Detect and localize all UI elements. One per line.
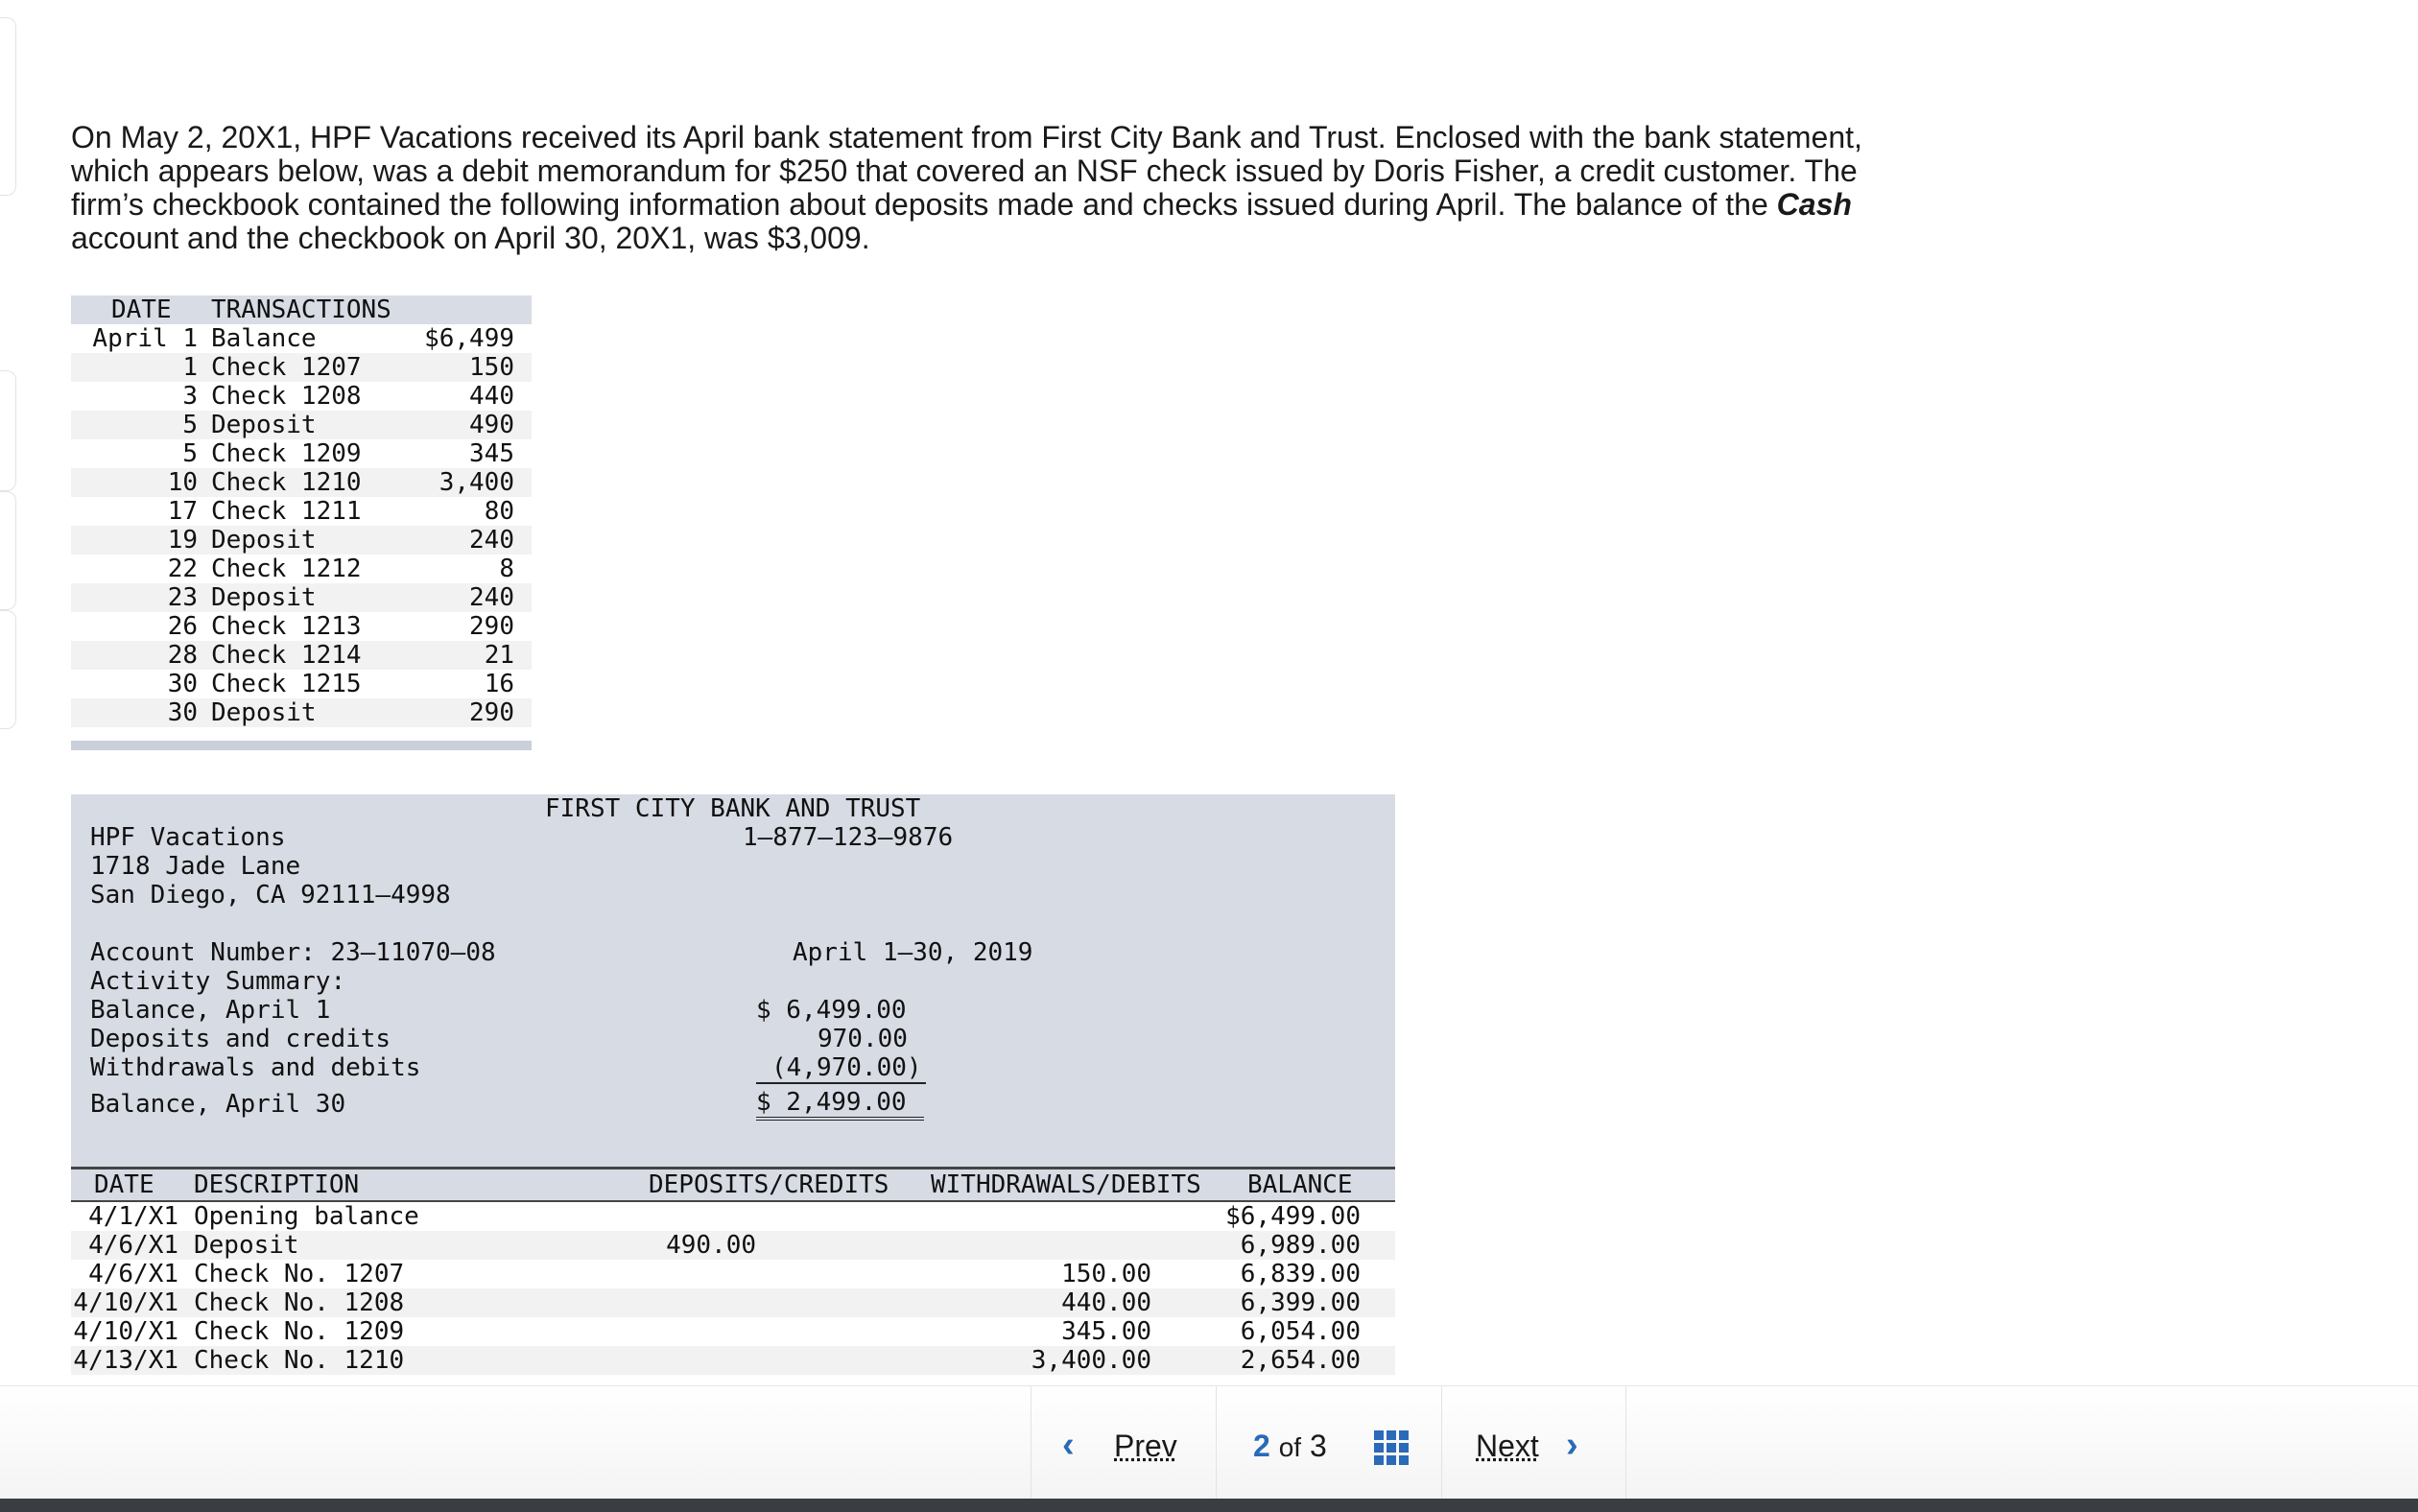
transaction-balance: 6,989.00	[1240, 1231, 1361, 1260]
grid-icon[interactable]	[1374, 1430, 1409, 1465]
transaction-row	[71, 1260, 1395, 1288]
checkbook-row	[71, 526, 532, 555]
checkbook-date: 10	[167, 468, 198, 497]
checkbook-amount: 80	[484, 497, 514, 526]
checkbook-table	[71, 295, 532, 750]
summary-label-withdrawals: Withdrawals and debits	[90, 1053, 421, 1082]
checkbook-description: Deposit	[211, 526, 317, 555]
bank-phone: 1–877–123–9876	[743, 823, 954, 852]
checkbook-amount: 240	[469, 583, 514, 612]
checkbook-amount: 490	[469, 411, 514, 439]
checkbook-description: Check 1214	[211, 641, 362, 670]
summary-value-opening: $ 6,499.00	[756, 996, 907, 1025]
checkbook-date: 5	[182, 411, 198, 439]
col-description: DESCRIPTION	[194, 1170, 360, 1199]
checkbook-description: Deposit	[211, 698, 317, 727]
checkbook-row	[71, 612, 532, 641]
transaction-withdrawal: 3,400.00	[1031, 1346, 1151, 1375]
checkbook-date: 19	[167, 526, 198, 555]
left-edge-tab	[0, 610, 16, 729]
checkbook-row	[71, 670, 532, 698]
checkbook-description: Check 1208	[211, 382, 362, 411]
summary-label-deposits: Deposits and credits	[90, 1025, 391, 1053]
checkbook-amount: 345	[469, 439, 514, 468]
transaction-description: Check No. 1210	[194, 1346, 405, 1375]
checkbook-row	[71, 324, 532, 353]
transaction-row	[71, 1288, 1395, 1317]
checkbook-description: Deposit	[211, 411, 317, 439]
checkbook-date: April 1	[92, 324, 198, 353]
transactions-header	[71, 1167, 1395, 1202]
checkbook-amount: 21	[484, 641, 514, 670]
transaction-row	[71, 1231, 1395, 1260]
summary-label-closing: Balance, April 30	[90, 1090, 346, 1119]
checkbook-date: 5	[182, 439, 198, 468]
summary-value-closing: $ 2,499.00	[756, 1088, 924, 1121]
checkbook-description: Check 1215	[211, 670, 362, 698]
account-number: Account Number: 23–11070–08	[90, 938, 496, 967]
intro-text-end: account and the checkbook on April 30, 20X1, was $3,009.	[71, 221, 870, 255]
checkbook-amount: 8	[499, 555, 514, 583]
checkbook-date: 30	[167, 670, 198, 698]
transaction-balance: 2,654.00	[1240, 1346, 1361, 1375]
transaction-deposit: 490.00	[666, 1231, 756, 1260]
checkbook-row	[71, 583, 532, 612]
intro-text: On May 2, 20X1, HPF Vacations received its April bank statement from First City Bank and Trust. Enclosed with the bank statement, which appears below, was a debit memorandum for $250 that covered an NSF check issued by Doris Fisher, a credit customer. The firm’s checkbook contained the following information about deposits made and checks issued during April. The balance of the	[71, 120, 1862, 222]
next-label[interactable]: Next	[1476, 1429, 1539, 1463]
statement-period: April 1–30, 2019	[793, 938, 1033, 967]
checkbook-row	[71, 641, 532, 670]
total-pages: 3	[1309, 1429, 1327, 1463]
transaction-description: Check No. 1207	[194, 1260, 405, 1288]
checkbook-description: Check 1207	[211, 353, 362, 382]
checkbook-date: 30	[167, 698, 198, 727]
checkbook-amount: $6,499	[424, 324, 514, 353]
summary-value-withdrawals: (4,970.00)	[756, 1053, 926, 1084]
transaction-date: 4/13/X1	[73, 1346, 178, 1375]
page-indicator[interactable]	[1215, 1386, 1442, 1501]
cash-account-name: Cash	[1776, 187, 1852, 222]
chevron-right-icon: ›	[1566, 1425, 1578, 1465]
checkbook-date: 22	[167, 555, 198, 583]
activity-summary-title: Activity Summary:	[90, 967, 346, 996]
left-edge-tab	[0, 491, 16, 610]
summary-label-opening: Balance, April 1	[90, 996, 331, 1025]
transaction-date: 4/1/X1	[88, 1202, 178, 1231]
chevron-left-icon: ‹	[1062, 1425, 1075, 1465]
checkbook-header	[71, 295, 532, 324]
checkbook-amount: 240	[469, 526, 514, 555]
customer-address-line2: San Diego, CA 92111–4998	[90, 881, 451, 910]
transaction-description: Check No. 1208	[194, 1288, 405, 1317]
next-button[interactable]	[1441, 1386, 1626, 1501]
transaction-withdrawal: 440.00	[1061, 1288, 1151, 1317]
checkbook-amount: 440	[469, 382, 514, 411]
transaction-balance: 6,839.00	[1240, 1260, 1361, 1288]
checkbook-date: 23	[167, 583, 198, 612]
transaction-row	[71, 1202, 1395, 1231]
bank-statement	[71, 794, 1395, 1167]
transaction-date: 4/10/X1	[73, 1288, 178, 1317]
transaction-date: 4/10/X1	[73, 1317, 178, 1346]
checkbook-description: Check 1212	[211, 555, 362, 583]
checkbook-amount: 16	[484, 670, 514, 698]
page-of: of	[1278, 1432, 1302, 1462]
transaction-date: 4/6/X1	[88, 1260, 178, 1288]
transaction-date: 4/6/X1	[88, 1231, 178, 1260]
checkbook-row	[71, 698, 532, 727]
transaction-row	[71, 1346, 1395, 1375]
checkbook-date: 3	[182, 382, 198, 411]
checkbook-row	[71, 555, 532, 583]
transaction-balance: 6,054.00	[1240, 1317, 1361, 1346]
checkbook-description: Deposit	[211, 583, 317, 612]
customer-address-line1: 1718 Jade Lane	[90, 852, 301, 881]
checkbook-description: Check 1211	[211, 497, 362, 526]
bank-name: FIRST CITY BANK AND TRUST	[545, 794, 921, 823]
checkbook-date-header: DATE	[111, 295, 172, 324]
col-balance: BALANCE	[1247, 1170, 1353, 1199]
transaction-description: Check No. 1209	[194, 1317, 405, 1346]
checkbook-description: Balance	[211, 324, 317, 353]
checkbook-row	[71, 497, 532, 526]
checkbook-date: 17	[167, 497, 198, 526]
page-count	[1253, 1429, 1327, 1464]
col-deposits: DEPOSITS/CREDITS	[649, 1170, 889, 1199]
checkbook-description: Check 1209	[211, 439, 362, 468]
prev-label[interactable]: Prev	[1114, 1429, 1177, 1463]
checkbook-date: 1	[182, 353, 198, 382]
left-edge-tab	[0, 370, 16, 491]
transaction-description: Opening balance	[194, 1202, 419, 1231]
bottom-bar	[0, 1499, 2418, 1512]
problem-description	[71, 121, 1894, 255]
checkbook-transactions-header: TRANSACTIONS	[211, 295, 391, 324]
checkbook-date: 26	[167, 612, 198, 641]
checkbook-footer-bar	[71, 741, 532, 750]
transaction-balance: $6,499.00	[1225, 1202, 1361, 1231]
current-page: 2	[1253, 1429, 1270, 1463]
checkbook-description: Check 1213	[211, 612, 362, 641]
pagination-footer	[0, 1385, 2418, 1501]
customer-name: HPF Vacations	[90, 823, 286, 852]
checkbook-row	[71, 468, 532, 497]
checkbook-description: Check 1210	[211, 468, 362, 497]
checkbook-amount: 290	[469, 612, 514, 641]
checkbook-amount: 3,400	[439, 468, 514, 497]
left-edge-tab	[0, 17, 16, 196]
summary-value-deposits: 970.00	[818, 1025, 908, 1053]
col-withdrawals: WITHDRAWALS/DEBITS	[931, 1170, 1201, 1199]
checkbook-amount: 150	[469, 353, 514, 382]
transaction-description: Deposit	[194, 1231, 299, 1260]
checkbook-date: 28	[167, 641, 198, 670]
checkbook-row	[71, 439, 532, 468]
col-date: DATE	[94, 1170, 154, 1199]
checkbook-row	[71, 353, 532, 382]
bank-transactions-table	[71, 1167, 1395, 1375]
checkbook-amount: 290	[469, 698, 514, 727]
checkbook-row	[71, 411, 532, 439]
checkbook-row	[71, 382, 532, 411]
prev-button[interactable]	[1031, 1386, 1217, 1501]
transaction-withdrawal: 345.00	[1061, 1317, 1151, 1346]
transaction-balance: 6,399.00	[1240, 1288, 1361, 1317]
transaction-withdrawal: 150.00	[1061, 1260, 1151, 1288]
transaction-row	[71, 1317, 1395, 1346]
